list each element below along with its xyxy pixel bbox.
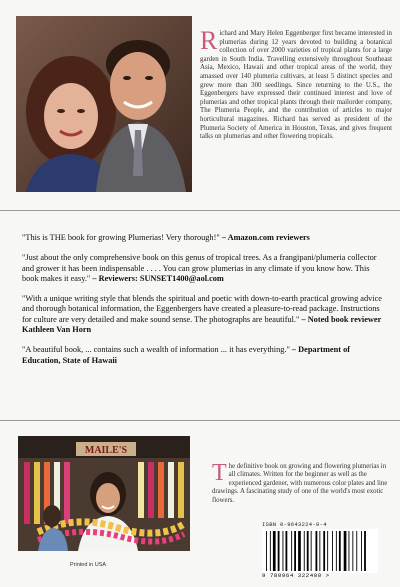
- barcode-bar: [298, 531, 301, 571]
- barcode-bar: [323, 531, 325, 571]
- author-portrait-illustration: [16, 16, 192, 192]
- quote-attribution: – Amazon.com reviewers: [219, 233, 310, 242]
- barcode-bar: [364, 531, 366, 571]
- quote-text: "Just about the only comprehensive book on this genus of tropical trees. As a frangipani/plumeria collector and grower it has been indispensable . . . . You can grow plumerias in any climate if you know how. This book makes it easy.": [22, 253, 377, 283]
- top-divider: [0, 210, 400, 211]
- barcode-number: 9 780964 322400 >: [262, 572, 330, 579]
- review-quote: [22, 253, 388, 284]
- barcode-bar: [336, 531, 337, 571]
- book-blurb: [212, 460, 388, 505]
- author-bio: [200, 26, 392, 142]
- review-quote: [22, 345, 388, 366]
- quote-text: "This is THE book for growing Plumerias! Very thorough!": [22, 233, 220, 242]
- barcode-bar: [311, 531, 312, 571]
- barcode-bar: [270, 531, 271, 571]
- lei-stand-illustration: [18, 436, 190, 551]
- bottom-divider: [0, 420, 400, 421]
- barcode-bar: [327, 531, 328, 571]
- barcode-bar: [283, 531, 284, 571]
- barcode-bar: [339, 531, 341, 571]
- barcode-bar: [304, 531, 305, 571]
- barcode-bar: [273, 531, 276, 571]
- barcode-bar: [319, 531, 320, 571]
- barcode-bar: [316, 531, 318, 571]
- quote-attribution: – Reviewers: SUNSET1400@aol.com: [90, 273, 224, 283]
- barcode-bar: [291, 531, 292, 571]
- barcode-bar: [344, 531, 347, 571]
- barcode-bar: [332, 531, 333, 571]
- barcode-bar: [294, 531, 296, 571]
- quote-attribution: – Noted book reviewer Kathleen Van Horn: [22, 314, 382, 335]
- barcode-graphic: [262, 529, 378, 573]
- review-quotes: [22, 233, 388, 376]
- quote-text: "With a unique writing style that blends the spiritual and poetic with down-to-earth practical growing advice and thorough botanical information, the Eggenbergers have created a pleasure-to-read package. Instructions for culture are very detailed and make sound sense. The photographs are beautiful.": [22, 294, 382, 324]
- barcode-bar: [286, 531, 288, 571]
- quote-text: "A beautiful book, ... contains such a wealth of information ... it has everything.": [22, 345, 290, 355]
- printed-in: Printed in USA: [70, 562, 107, 568]
- bio-text: ichard and Mary Helen Eggenberger first became interested in plumerias during 12 years devoted to building a botanical collection of over 2000 varieties of tropical plants for a large garden in South India. Travelling extensively throughout Southeast Asia, Mexico, Hawaii and other tropical areas of the world, they amassed over 140 plumeria cultivars, at least 5 distinct species and grew more than 300 seedlings. Since returning to the U.S., the Eggenbergers have expressed their continued interest and love of plumerias and other tropical plants through their mailorder company, The Plumeria People, and the contribution of articles to major horticultural magazines. Richard has served as president of the Plumeria Society of America in Houston, Texas, and gives frequent talks on plumerias and other flowering tropicals.: [200, 30, 392, 141]
- author-portrait-photo: [16, 16, 192, 192]
- quote-attribution: – Department of Education, State of Hawaii: [22, 345, 350, 365]
- review-quote: [22, 294, 388, 335]
- review-quote: [22, 233, 388, 243]
- blurb-text: he definitive book on growing and flowering plumerias in all climates. Written for the beginner as well as the experienced gardener, with numerous color plates and line drawings. A fascinating study of one of the world's most exotic flowers.: [212, 463, 388, 504]
- lei-stand-photo: [18, 436, 190, 551]
- blurb-dropcap: T: [212, 460, 227, 486]
- barcode-bar: [266, 531, 267, 571]
- bio-dropcap: R: [200, 26, 218, 55]
- barcode-bar: [278, 531, 280, 571]
- barcode-bar: [349, 531, 350, 571]
- sign-text: MAILE'S: [84, 445, 128, 456]
- barcode-bar: [307, 531, 309, 571]
- barcode-bar: [352, 531, 353, 571]
- barcode-bar: [356, 531, 357, 571]
- barcode-bar: [361, 531, 362, 571]
- isbn-label: ISBN 0-9643224-0-4: [262, 521, 327, 528]
